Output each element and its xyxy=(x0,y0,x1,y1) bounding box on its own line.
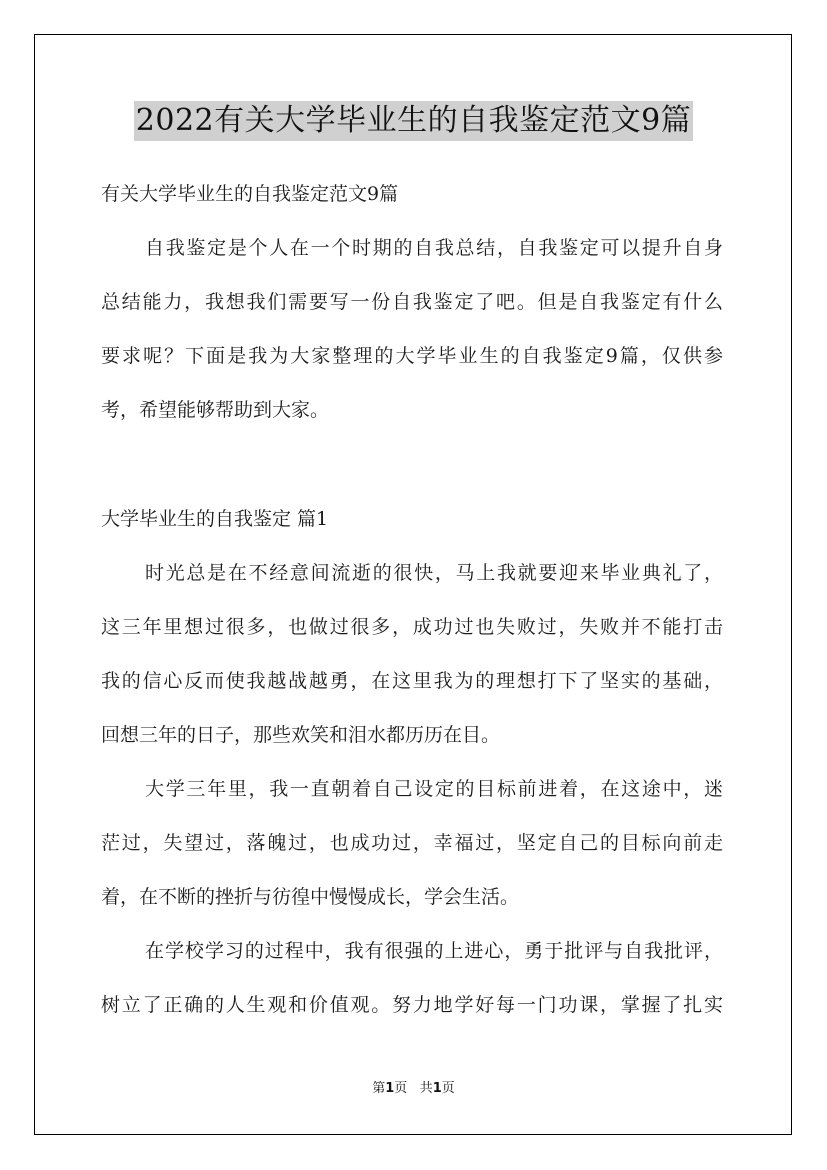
intro-line-1: 自我鉴定是个人在一个时期的自我总结，自我鉴定可以提升自身 xyxy=(145,237,723,259)
total-pages: 1 xyxy=(432,1081,442,1096)
paragraph3-line-2: 树立了正确的人生观和价值观。努力地学好每一门功课，掌握了扎实 xyxy=(101,994,723,1016)
document-title: 2022有关大学毕业生的自我鉴定范文9篇 xyxy=(134,101,693,141)
paragraph1-line-1: 时光总是在不经意间流逝的很快，马上我就要迎来毕业典礼了， xyxy=(145,562,723,584)
paragraph1-line-3: 我的信心反而使我越战越勇，在这里我为的理想打下了坚实的基础， xyxy=(101,670,723,692)
page-prefix: 第 xyxy=(372,1081,386,1096)
paragraph2-line-3: 着，在不断的挫折与彷徨中慢慢成长，学会生活。 xyxy=(101,886,520,908)
paragraph2-line-1: 大学三年里，我一直朝着自己设定的目标前进着，在这途中，迷 xyxy=(145,778,723,800)
intro-line-3: 要求呢？下面是我为大家整理的大学毕业生的自我鉴定9篇，仅供参 xyxy=(101,345,723,367)
paragraph2-line-2: 茫过，失望过，落魄过，也成功过，幸福过，坚定自己的目标向前走 xyxy=(101,832,723,854)
paragraph1-line-4: 回想三年的日子，那些欢笑和泪水都历历在目。 xyxy=(101,724,501,746)
intro-line-2: 总结能力，我想我们需要写一份自我鉴定了吧。但是自我鉴定有什么 xyxy=(101,291,723,313)
section-heading: 大学毕业生的自我鉴定 篇1 xyxy=(101,508,329,530)
title-container xyxy=(0,101,827,141)
intro-line-4: 考，希望能够帮助到大家。 xyxy=(101,399,330,421)
total-suffix: 页 xyxy=(441,1081,455,1096)
paragraph3-line-1: 在学校学习的过程中，我有很强的上进心，勇于批评与自我批评， xyxy=(145,940,723,962)
page-footer xyxy=(0,1081,827,1097)
page-suffix: 页 xyxy=(394,1081,408,1096)
total-prefix: 共 xyxy=(419,1081,433,1096)
page-number: 1 xyxy=(385,1081,395,1096)
paragraph1-line-2: 这三年里想过很多，也做过很多，成功过也失败过，失败并不能打击 xyxy=(101,616,723,638)
document-subtitle: 有关大学毕业生的自我鉴定范文9篇 xyxy=(101,183,399,205)
